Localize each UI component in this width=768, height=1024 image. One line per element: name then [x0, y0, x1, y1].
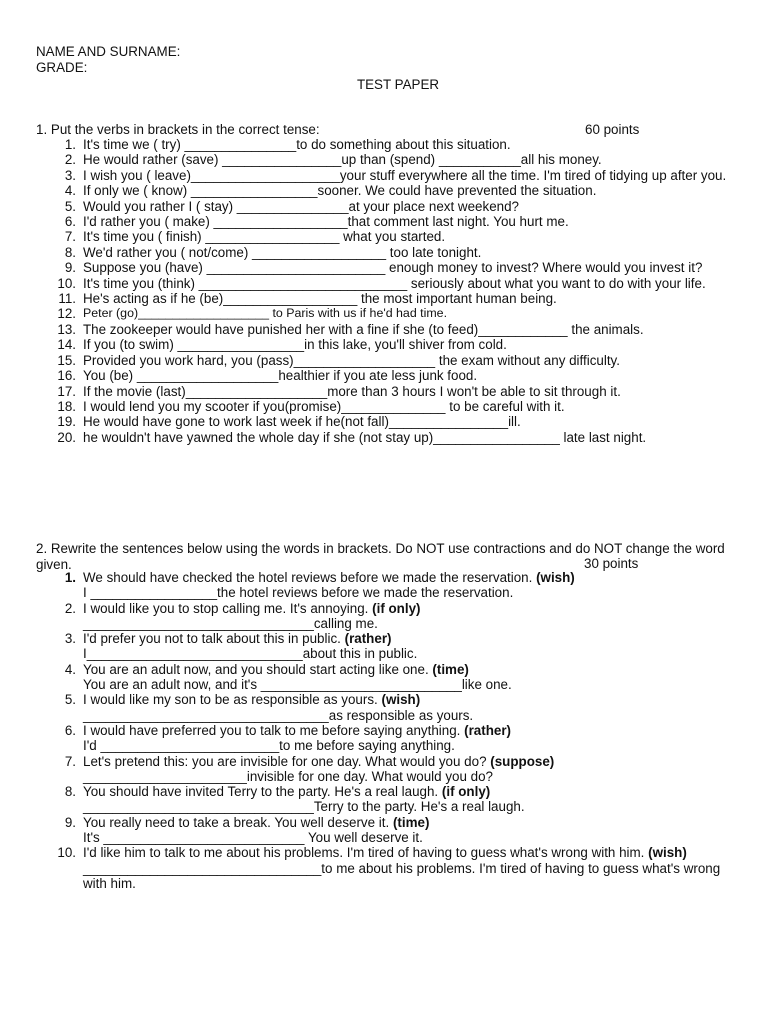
- item-number: 4.: [64, 661, 76, 677]
- item-prompt: [83, 845, 743, 860]
- item-text: If only we ( know) _________________sooner. We could have prevented the situation.: [83, 183, 597, 199]
- item-text: We'd rather you ( not/come) __________________ too late tonight.: [83, 244, 482, 260]
- item-answer-line: I _________________the hotel reviews before we made the reservation.: [83, 585, 514, 601]
- item-sentence: I would like my son to be as responsible as yours.: [83, 692, 378, 708]
- item-keyword: (if only): [372, 600, 421, 616]
- item-sentence: You really need to take a break. You well deserve it.: [83, 814, 390, 830]
- section2-item: [36, 570, 743, 601]
- item-number: 15.: [57, 352, 76, 368]
- item-keyword: (if only): [441, 784, 491, 800]
- section2-instruction-text: 2. Rewrite the sentences below using the words in brackets. Do NOT use contractions and do NOT change the word given.: [36, 541, 725, 572]
- item-number: 6.: [64, 214, 76, 230]
- item-sentence: You are an adult now, and you should start acting like one.: [83, 661, 429, 677]
- item-number: 17.: [57, 383, 76, 399]
- section1-item: [36, 430, 743, 445]
- item-prompt: [83, 601, 743, 616]
- item-prompt: [83, 570, 743, 585]
- section2-item: [36, 845, 743, 891]
- item-text: He's acting as if he (be)__________________ the most important human being.: [83, 291, 557, 307]
- item-number: 10.: [57, 845, 76, 861]
- item-number: 18.: [57, 398, 76, 414]
- section2-list: [36, 570, 743, 891]
- item-answer-line: It's ___________________________ You well deserve it.: [83, 830, 423, 846]
- item-number: 8.: [64, 784, 76, 800]
- section1-item: [36, 353, 743, 368]
- section2-item: [36, 754, 743, 785]
- name-surname-label: NAME AND SURNAME:: [36, 44, 181, 59]
- section2-item: [36, 815, 743, 846]
- item-number: 9.: [64, 814, 76, 830]
- section2-points: 30 points: [584, 556, 639, 571]
- section1-item: [36, 291, 743, 306]
- item-number: 7.: [64, 753, 76, 769]
- section1-item: [36, 322, 743, 337]
- item-text: The zookeeper would have punished her with a fine if she (to feed)____________ the animals.: [83, 321, 644, 337]
- item-answer-line: _______________________________calling me.: [83, 615, 378, 631]
- item-prompt: [83, 784, 743, 799]
- section2-item: [36, 601, 743, 632]
- section1-item: [36, 229, 743, 244]
- item-text: I'd rather you ( make) __________________that comment last night. You hurt me.: [83, 214, 569, 230]
- item-text: It's time you ( finish) __________________ what you started.: [83, 229, 446, 245]
- item-text: Peter (go)___________________ to Paris with us if he'd had time.: [83, 306, 448, 321]
- item-text: He would have gone to work last week if he(not fall)________________ill.: [83, 414, 521, 430]
- item-text: He would rather (save) ________________up than (spend) ___________all his money.: [83, 152, 602, 168]
- section2-item: [36, 631, 743, 662]
- section1-item: [36, 384, 743, 399]
- item-text: You (be) ___________________healthier if you ate less junk food.: [83, 368, 478, 384]
- item-text: I would lend you my scooter if you(promise)______________ to be careful with it.: [83, 398, 565, 414]
- item-number: 8.: [64, 244, 76, 260]
- item-number: 9.: [64, 260, 76, 276]
- item-keyword: (suppose): [490, 753, 555, 769]
- section1-item: [36, 306, 743, 321]
- item-sentence: We should have checked the hotel reviews before we made the reservation.: [83, 570, 533, 585]
- item-sentence: Let's pretend this: you are invisible for one day. What would you do?: [83, 753, 487, 769]
- section1-instruction: 1. Put the verbs in brackets in the correct tense:: [36, 122, 320, 137]
- item-number: 14.: [57, 337, 76, 353]
- grade-label: GRADE:: [36, 60, 88, 75]
- item-answer-line: You are an adult now, and it's ___________________________like one.: [83, 677, 512, 693]
- item-sentence: I would like you to stop calling me. It's annoying.: [83, 600, 369, 616]
- item-number: 16.: [57, 368, 76, 384]
- item-sentence: I'd prefer you not to talk about this in public.: [83, 631, 341, 647]
- item-prompt: [83, 723, 743, 738]
- item-text: Would you rather I ( stay) _______________at your place next weekend?: [83, 198, 519, 214]
- section1-list: [36, 137, 743, 445]
- item-number: 11.: [58, 291, 76, 307]
- section1-item: [36, 245, 743, 260]
- item-number: 13.: [57, 321, 76, 337]
- item-number: 2.: [64, 600, 76, 616]
- item-keyword: (rather): [464, 722, 511, 738]
- section1-points: 60 points: [585, 122, 640, 137]
- item-keyword: (time): [432, 661, 469, 677]
- item-sentence: You should have invited Terry to the party. He's a real laugh.: [83, 784, 439, 800]
- item-prompt: [83, 692, 743, 707]
- item-number: 5.: [64, 198, 76, 214]
- section1-item: [36, 214, 743, 229]
- section1-item: [36, 414, 743, 429]
- page-title: TEST PAPER: [356, 77, 440, 92]
- item-answer-line: ______________________invisible for one day. What would you do?: [83, 768, 493, 784]
- item-number: 4.: [64, 183, 76, 199]
- item-answer-line: _______________________________Terry to the party. He's a real laugh.: [83, 799, 525, 815]
- section2-item: [36, 662, 743, 693]
- item-answer-line: I'd ________________________to me before saying anything.: [83, 738, 455, 754]
- item-prompt: [83, 815, 743, 830]
- section1-item: [36, 276, 743, 291]
- item-sentence: I'd like him to talk to me about his problems. I'm tired of having to guess what's wrong with him.: [83, 845, 645, 861]
- item-text: Provided you work hard, you (pass)___________________ the exam without any difficulty.: [83, 352, 620, 368]
- item-keyword: (time): [392, 814, 430, 830]
- item-number: 20.: [57, 429, 76, 445]
- section1-item: [36, 152, 743, 167]
- section1-item: [36, 337, 743, 352]
- item-number: 2.: [64, 152, 76, 168]
- item-number: 12.: [57, 306, 76, 322]
- item-number: 1.: [64, 570, 76, 585]
- item-sentence: I would have preferred you to talk to me before saying anything.: [83, 722, 461, 738]
- item-text: I wish you ( leave)____________________your stuff everywhere all the time. I'm tired of tidying up after you.: [83, 167, 727, 183]
- item-number: 3.: [64, 167, 76, 183]
- item-number: 7.: [64, 229, 76, 245]
- item-answer-line: I_____________________________about this in public.: [83, 646, 418, 662]
- item-text: It's time you (think) ____________________________ seriously about what you want to do with your life.: [83, 275, 706, 291]
- item-number: 1.: [64, 137, 76, 152]
- item-text: If the movie (last)___________________more than 3 hours I won't be able to sit through it.: [83, 383, 621, 399]
- item-keyword: (wish): [648, 845, 687, 861]
- section2-item: [36, 692, 743, 723]
- section1-item: [36, 399, 743, 414]
- section1-item: [36, 183, 743, 198]
- item-prompt: [83, 754, 743, 769]
- item-keyword: (rather): [344, 631, 392, 647]
- item-text: It's time we ( try) _______________to do something about this situation.: [83, 137, 511, 152]
- item-number: 10.: [57, 275, 76, 291]
- item-keyword: (wish): [381, 692, 421, 708]
- item-number: 3.: [64, 631, 76, 647]
- item-text: he wouldn't have yawned the whole day if she (not stay up)_________________ late last night.: [83, 429, 647, 445]
- item-prompt: [83, 662, 743, 677]
- section1-item: [36, 260, 743, 275]
- section1-item: [36, 137, 743, 152]
- section2-item: [36, 723, 743, 754]
- item-number: 6.: [64, 722, 76, 738]
- item-keyword: (wish): [536, 570, 575, 585]
- item-number: 5.: [64, 692, 76, 708]
- item-text: If you (to swim) _________________in this lake, you'll shiver from cold.: [83, 337, 507, 353]
- section2-item: [36, 784, 743, 815]
- item-answer-line: ________________________________to me about his problems. I'm tired of having to guess what's wrong with him.: [83, 860, 721, 891]
- section1-item: [36, 199, 743, 214]
- item-answer-line: _________________________________as responsible as yours.: [83, 707, 474, 723]
- section1-item: [36, 368, 743, 383]
- item-text: Suppose you (have) ________________________ enough money to invest? Where would you invest it?: [83, 260, 703, 276]
- section1-item: [36, 168, 743, 183]
- item-prompt: [83, 631, 743, 646]
- item-number: 19.: [57, 414, 76, 430]
